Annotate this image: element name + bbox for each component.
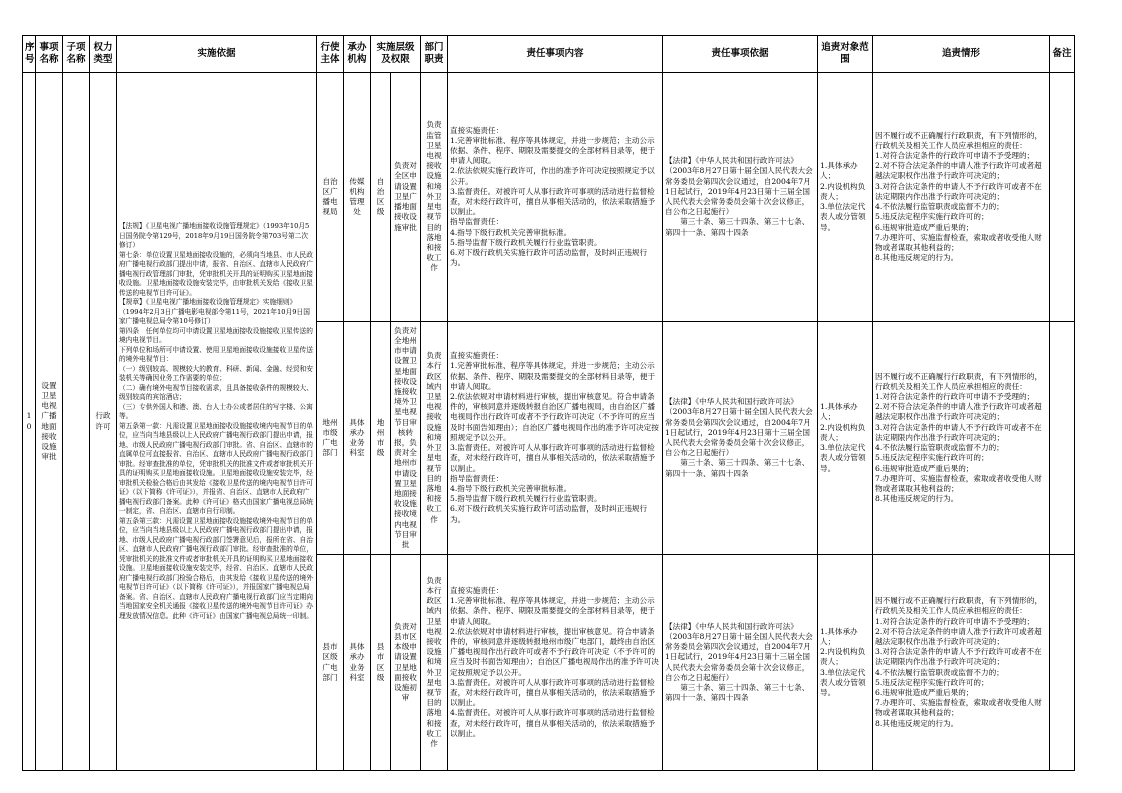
col-header-cases: 追责情形: [873, 36, 1050, 73]
row-authority: 负责对全区申请设置卫星广播地面接收设施审批: [391, 73, 421, 322]
row-note: [1050, 322, 1075, 555]
col-header-seq: 序号: [23, 36, 36, 73]
col-header-scope: 追责对象范围: [818, 36, 873, 73]
basis-paragraph: 第五条第一款：凡需设置卫星地面接收设施接收境内电视节目的单位，应当向当地县级以上人民政府广播电视行政部门提出申请，报地、市级人民政府广播电视行政部门审批。省、自治区、直辖市的直属单位可直接报省、自治区、直辖市人民政府广播电视行政部门审批。经审查批准的单位，凭审批机关的批准文件或者审批机关开具的证明购买卫星地面接收设施。卫星地面接收设施安装完毕，经审批机关检验合格后由其发给《接收卫星传送的境内电视节目许可证》（以下简称《许可证》），并报省、自治区、直辖市人民政府广播电视行政部门备案。此种《许可证》格式由国家广播电视总局统一制定，省、自治区、直辖市自行印制。: [119, 421, 313, 515]
col-header-content: 责任事项内容: [448, 36, 663, 73]
row-subject: 自治区广播电视局: [317, 73, 344, 322]
responsibility-list-sheet: [22, 35, 1074, 762]
basis-paragraph: （一）级别较高、规模较大的教育、科研、新闻、金融、经贸和安装机关等确因业务工作需要的单位；: [119, 364, 313, 382]
row-cases: 因不履行或不正确履行行政职责，有下列情形的，行政机关及相关工作人员应承担相应的责任： 1.对符合法定条件的行政许可申请不予受理的； 2.对不符合法定条件的申请人准予行政许可或者超越法定职权作出准予行政许可决定的； 3.对符合法定条件的申请人不予行政许可或者不在法定期限内作出准予行政许可决定的； 4.不依法履行监管职责或监督不力的； 5.违反法定程序实施行政许可的； 6.违规审批造成严重后果的； 7.办理许可、实施监督检查，索取或者收受他人财物或者谋取其他利益的； 8.其他违反规定的行为。: [873, 555, 1050, 771]
table-row: [23, 73, 1075, 322]
row-content: 直接实施责任： 1.完善审批标准、程序等具体规定，并进一步规范；主动公示依据、条件、程序、期限及需要提交的全部材料目录等，便于申请人阅取。 2.依法依规对申请材料进行审核，提出审核意见。符合申请条件的，审核同意并逐级转报自治区广播电视局，由自治区广播电视局作出行政许可或者不予行政许可决定（不予许可的应当及时书面告知理由）；自治区广播电视局作出的准予许可决定按照规定予以公开。 3.监督责任。对被许可人从事行政许可事项的活动进行监督检查，对未经行政许可，擅自从事相关活动的，依法采取措施予以制止。 指导监督责任： 4.指导下级行政机关完善审批标准。 5.指导监督下级行政机关履行行业监管职责。 6.对下级行政机关实施行政许可活动监督，及时纠正违规行为。: [448, 322, 663, 555]
col-header-subitem: 子项名称: [63, 36, 90, 73]
implementation-basis: [117, 73, 317, 771]
item-name: 设置卫星电视广播地面接收设施审批: [36, 73, 63, 771]
row-cases: 因不履行或不正确履行行政职责，有下列情形的，行政机关及相关工作人员应承担相应的责任： 1.对符合法定条件的行政许可申请不予受理的； 2.对不符合法定条件的申请人准予行政许可或者超越法定职权作出准予行政许可决定的； 3.对符合法定条件的申请人不予行政许可或者不在法定期限内作出准予行政许可决定的； 4.不依法履行监管职责或监督不力的； 5.违反法定程序实施行政许可的； 6.违规审批造成严重后果的； 7.办理许可、实施监督检查，索取或者收受他人财物或者谋取其他利益的； 8.其他违反规定的行为。: [873, 73, 1050, 322]
row-resp-basis: 【法律】《中华人民共和国行政许可法》（2003年8月27日第十届全国人民代表大会常务委员会第四次会议通过，自2004年7月1日起试行，2019年4月23日第十三届全国人民代表大会常务委员会第十次会议修正，自公布之日起施行） 第三十条、第三十四条、第三十七条、第四十一条、第四十四条: [663, 322, 818, 555]
row-subject: 地州市级广电部门: [317, 322, 344, 555]
basis-paragraph: 下列单位和场所可申请设置、使用卫星地面接收设施接收卫星传送的境外电视节目：: [119, 345, 313, 363]
basis-paragraph: 【法规】《卫星电视广播地面接收设施管理规定》（1993年10月5日国务院令第129号，2018年9月19日国务院令第703号第二次修订）: [119, 222, 310, 249]
basis-paragraph: （三）专供外国人和港、澳、台人士办公或者居住的写字楼、公寓等。: [119, 402, 313, 420]
col-header-basis: 实施依据: [117, 36, 317, 73]
responsibility-table: [22, 35, 1075, 771]
row-scope: 1.具体承办人； 2.内设机构负责人； 3.单位法定代表人或分管领导。: [818, 73, 873, 322]
row-resp-basis: 【法律】《中华人民共和国行政许可法》（2003年8月27日第十届全国人民代表大会常务委员会第四次会议通过，自2004年7月1日起试行，2019年4月23日第十三届全国人民代表大会常务委员会第十次会议修正，自公布之日起施行） 第三十条、第三十四条、第三十七条、第四十一条、第四十四条: [663, 73, 818, 322]
row-duty: 负责监管卫星电视接收设施和境外卫星电视节目的落地和接收工作: [421, 73, 448, 322]
col-header-item: 事项名称: [36, 36, 63, 73]
row-cases: 因不履行或不正确履行行政职责，有下列情形的，行政机关及相关工作人员应承担相应的责任： 1.对符合法定条件的行政许可申请不予受理的； 2.对不符合法定条件的申请人准予行政许可或者超越法定职权作出准予行政许可决定的； 3.对符合法定条件的申请人不予行政许可或者不在法定期限内作出准予行政许可决定的； 4.不依法履行监管职责或监督不力的； 5.违反法定程序实施行政许可的； 6.违规审批造成严重后果的； 7.办理许可、实施监督检查，索取或者收受他人财物或者谋取其他利益的； 8.其他违反规定的行为。: [873, 322, 1050, 555]
col-header-level: 实施层级及权限: [371, 36, 421, 73]
power-type: 行政许可: [90, 73, 117, 771]
row-scope: 1.具体承办人； 2.内设机构负责人； 3.单位法定代表人或分管领导。: [818, 322, 873, 555]
row-subject: 县市区级广电部门: [317, 555, 344, 771]
basis-paragraph: （二）确有境外电视节目接收需求，且具备接收条件的规模较大、级别较高的宾馆酒店；: [119, 383, 313, 401]
col-header-note: 备注: [1050, 36, 1075, 73]
item-seq: 10: [23, 73, 36, 771]
item-subname: [63, 73, 90, 771]
col-header-agency: 承办机构: [344, 36, 371, 73]
row-authority: 负责对县市区本级申请设置卫星地面接收设施初审: [391, 555, 421, 771]
row-agency: 传媒机构管理处: [344, 73, 371, 322]
row-note: [1050, 73, 1075, 322]
col-header-subject: 行使主体: [317, 36, 344, 73]
row-level: 自治区级: [371, 73, 391, 322]
row-level: 县市区级: [371, 555, 391, 771]
col-header-power-type: 权力类型: [90, 36, 117, 73]
col-header-resp-basis: 责任事项依据: [663, 36, 818, 73]
row-duty: 负责本行政区域内卫星电视接收设施和境外卫星电视节目的落地和接收工作: [421, 322, 448, 555]
basis-paragraph: 第四条 任何单位均可申请设置卫星地面接收设施接收卫星传送的境内电视节目。: [119, 326, 313, 344]
row-content: 直接实施责任： 1.完善审批标准、程序等具体规定，并进一步规范；主动公示依据、条件、程序、期限及需要提交的全部材料目录等，便于申请人阅取。 2.依法依规实施行政许可，作出的准予许可决定按照规定予以公开。 3.监督责任。对被许可人从事行政许可事项的活动进行监督检查，对未经行政许可，擅自从事相关活动的，依法采取措施予以制止。 指导监督责任： 4.指导下级行政机关完善审批标准。 5.指导监督下级行政机关履行行业监管职责。 6.对下级行政机关实施行政许可活动监督，及时纠正违规行为。: [448, 73, 663, 322]
header-row: [23, 36, 1075, 73]
row-authority: 负责对全地州市申请设置卫星地面接收设施接收境外卫星电视节目审核转报，负责对全地州市申请设置卫星地面接收设施接收境内电视节目审批: [391, 322, 421, 555]
basis-paragraph: 第七条：单位设置卫星地面接收设施的，必须向当地县、市人民政府广播电视行政部门提出申请，报省、自治区、直辖市人民政府广播电视行政管理部门审批，凭审批机关开具的证明购买卫星地面接收设施。卫星地面接收设施安装完毕，由审批机关发给《接收卫星传送的电视节目许可证》。: [119, 250, 313, 297]
row-agency: 具体承办业务科室: [344, 322, 371, 555]
basis-paragraph: 第五条第三款：凡需设置卫星地面接收设施接收境外电视节目的单位，应当向当地县级以上人民政府广播电视行政部门提出申请，报地、市级人民政府广播电视行政部门签署意见后，报所在省、自治区、直辖市人民政府广播电视行政部门审批。经审查批准的单位，凭审批机关的批准文件或者审批机关开具的证明购买卫星地面接收设施。卫星地面接收设施安装完毕，经省、自治区、直辖市人民政府广播电视行政部门检验合格后，由其发给《接收卫星传送的境外电视节目许可证》（以下简称《许可证》），并报国家广播电视总局备案。省、自治区、直辖市人民政府广播电视行政部门应当定期向当地国家安全机关通报《接收卫星传送的境外电视节目许可证》办理发放情况信息。此种《许可证》由国家广播电视总局统一印制。: [119, 516, 313, 620]
basis-paragraph: 【规章】《卫星电视广播地面接收设施管理规定》实施细则》（1994年2月3日广播电影电视部令第11号，2021年10月9日国家广播电视总局令第10号修订）: [119, 298, 310, 325]
row-content: 直接实施责任： 1.完善审批标准、程序等具体规定，并进一步规范；主动公示依据、条件、程序、期限及需要提交的全部材料目录等，便于申请人阅取。 2.依法依规对申请材料进行审核，提出审核意见。符合申请条件的，审核同意并逐级转报地州市级广电部门，最终由自治区广播电视局作出行政许可或者不予行政许可决定（不予许可的应当及时书面告知理由）；自治区广播电视局作出的准予许可决定按照规定予以公开。 3.监督责任。对被许可人从事行政许可事项的活动进行监督检查，对未经行政许可，擅自从事相关活动的，依法采取措施予以制止。 4.监督责任。对被许可人从事行政许可事项的活动进行监督检查，对未经行政许可，擅自从事相关活动的，依法采取措施予以制止。: [448, 555, 663, 771]
row-scope: 1.具体承办人； 2.内设机构负责人； 3.单位法定代表人或分管领导。: [818, 555, 873, 771]
row-note: [1050, 555, 1075, 771]
row-level: 地州市级: [371, 322, 391, 555]
row-agency: 具体承办业务科室: [344, 555, 371, 771]
row-resp-basis: 【法律】《中华人民共和国行政许可法》（2003年8月27日第十届全国人民代表大会常务委员会第四次会议通过，自2004年7月1日起试行，2019年4月23日第十三届全国人民代表大会常务委员会第十次会议修正，自公布之日起施行） 第三十条、第三十四条、第三十七条、第四十一条、第四十四条: [663, 555, 818, 771]
row-duty: 负责本行政区域内卫星电视接收设施和境外卫星电视节目的落地和接收工作: [421, 555, 448, 771]
col-header-duty: 部门职责: [421, 36, 448, 73]
